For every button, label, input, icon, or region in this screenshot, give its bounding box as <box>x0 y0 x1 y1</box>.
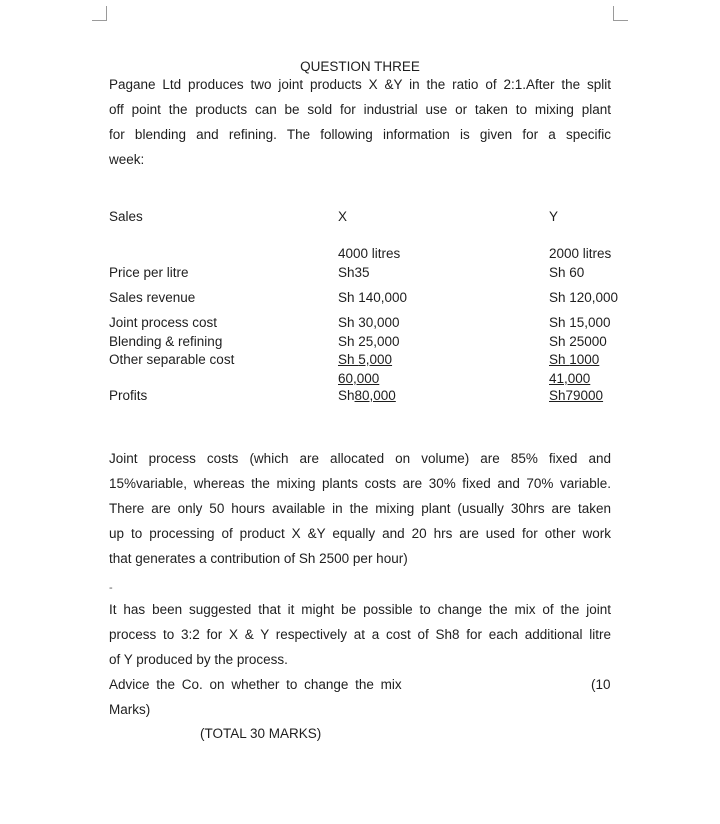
other-cost-y-value: 1000 <box>569 352 600 367</box>
other-cost-x-value: 5,000 <box>358 352 393 367</box>
blending-x: Sh 25,000 <box>338 333 400 349</box>
suggestion-paragraph <box>109 597 611 672</box>
revenue-label: Sales revenue <box>109 290 196 305</box>
other-cost-x-prefix: Sh <box>338 352 359 367</box>
intro-line: off point the products can be sold for industrial use or taken to mixing plant <box>109 102 611 117</box>
joint-cost-y: Sh 15,000 <box>549 315 611 330</box>
costs-line: that generates a contribution of Sh 2500 per hour) <box>109 551 408 566</box>
profit-x <box>338 388 396 403</box>
suggestion-line: of Y produced by the process. <box>109 652 288 667</box>
revenue-y: Sh 120,000 <box>549 290 619 305</box>
suggestion-line: It has been suggested that it might be possible to change the mix of the joint <box>109 602 611 617</box>
price-x: Sh35 <box>338 265 370 280</box>
cost-labels <box>109 314 234 370</box>
revenue-x: Sh 140,000 <box>338 290 408 305</box>
total-cost-y: 41,000 <box>549 370 591 386</box>
marks-open: (10 <box>591 677 611 692</box>
total-cost-x: 60,000 <box>338 370 380 386</box>
intro-line: for blending and refining. The following information is given for a specific <box>109 127 611 142</box>
other-cost-y <box>549 351 611 370</box>
costs-line: 15%variable, whereas the mixing plants costs are 30% fixed and 70% variable. <box>109 476 611 491</box>
volume-y: 2000 litres <box>549 246 612 261</box>
other-cost-label: Other separable cost <box>109 352 235 367</box>
profit-label: Profits <box>109 388 148 403</box>
joint-cost-x: Sh 30,000 <box>338 315 400 330</box>
table-header-y: Y <box>549 209 559 224</box>
intro-line: Pagane Ltd produces two joint products X &Y in the ratio of 2:1.After the split <box>109 77 611 92</box>
other-cost-y-prefix: Sh <box>549 352 570 367</box>
other-cost-x <box>338 351 400 370</box>
volume-x: 4000 litres <box>338 246 401 261</box>
cost-column-x <box>338 314 400 388</box>
costs-line: up to processing of product X &Y equally and 20 hrs are used for other work <box>109 526 611 541</box>
intro-paragraph <box>109 72 611 172</box>
suggestion-line: process to 3:2 for X & Y respectively at a cost of Sh8 for each additional litre <box>109 627 611 642</box>
intro-line: week: <box>109 152 145 167</box>
blending-label: Blending & refining <box>109 333 223 349</box>
profit-y: Sh79000 <box>549 388 604 403</box>
profit-x-prefix: Sh <box>338 388 355 403</box>
blending-y: Sh 25000 <box>549 333 607 349</box>
table-header-x: X <box>338 209 348 224</box>
price-label: Price per litre <box>109 265 189 280</box>
cost-column-y <box>549 314 611 388</box>
joint-cost-label: Joint process cost <box>109 315 218 330</box>
advice-text: Advice the Co. on whether to change the mix <box>109 677 402 692</box>
separator-mark: - <box>109 582 113 594</box>
page-corner-mark-left <box>92 6 107 21</box>
total-marks: (TOTAL 30 MARKS) <box>200 726 322 741</box>
costs-line: Joint process costs (which are allocated on volume) are 85% fixed and <box>109 451 611 466</box>
question-title: QUESTION THREE <box>300 59 420 74</box>
costs-line: There are only 50 hours available in the mixing plant (usually 30hrs are taken <box>109 501 611 516</box>
costs-paragraph <box>109 446 611 571</box>
price-y: Sh 60 <box>549 265 585 280</box>
table-header-sales: Sales <box>109 209 143 224</box>
profit-x-value: 80,000 <box>354 388 396 403</box>
marks-close: Marks) <box>109 702 151 717</box>
page-corner-mark-right <box>613 6 628 21</box>
